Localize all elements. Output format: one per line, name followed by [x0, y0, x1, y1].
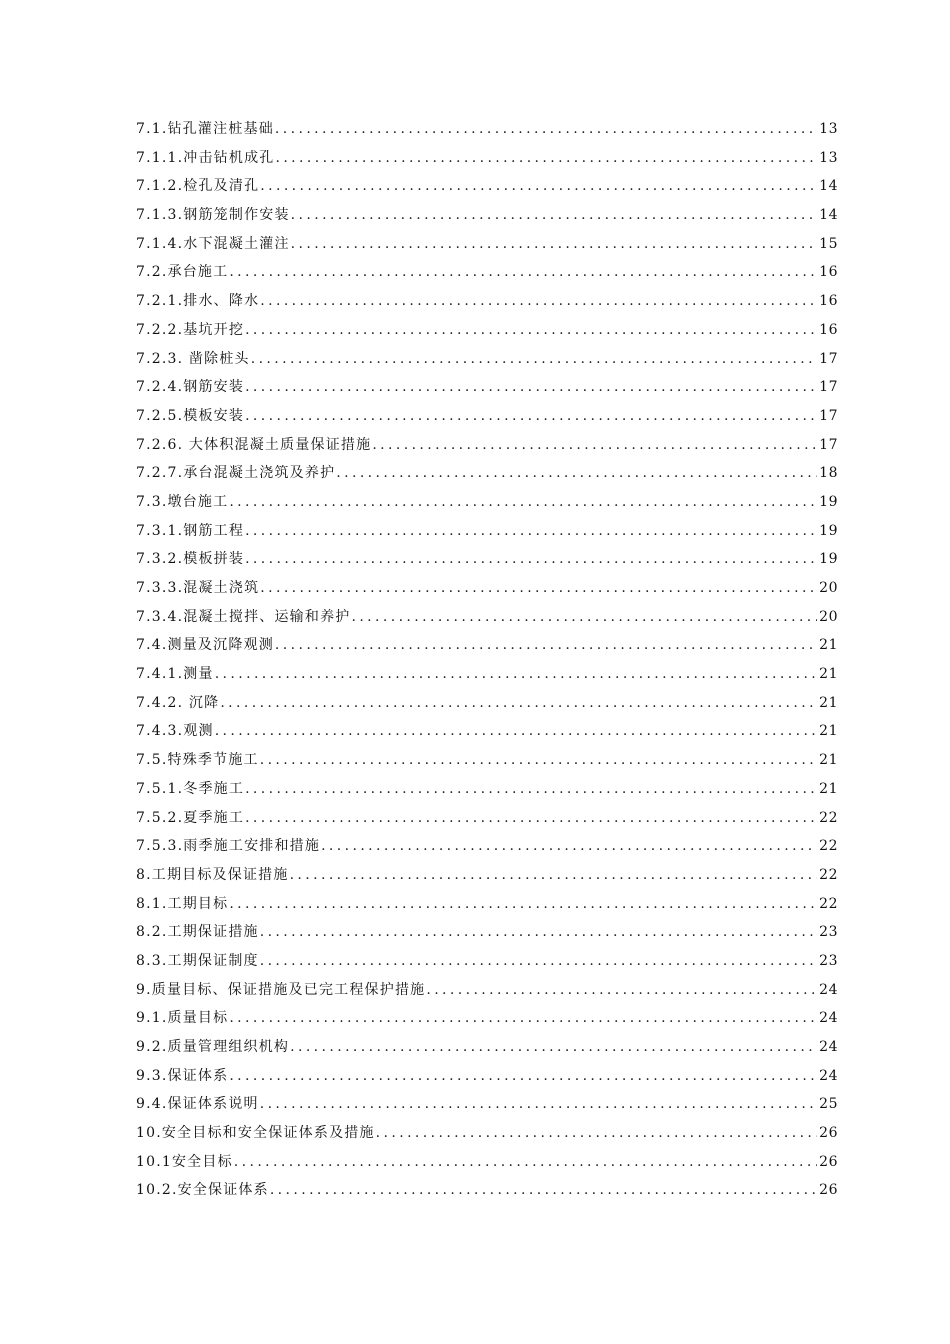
toc-entry[interactable] — [136, 979, 838, 1008]
toc-entry[interactable] — [136, 319, 838, 348]
toc-entry-title: 7.2.6. 大体积混凝土质量保证措施 — [136, 436, 372, 453]
toc-entry-page: 22 — [819, 838, 838, 855]
toc-entry-title: 7.2.1.排水、降水 — [136, 293, 260, 310]
toc-entry[interactable] — [136, 147, 838, 176]
toc-entry-page: 16 — [819, 321, 838, 338]
toc-entry-page: 17 — [819, 350, 838, 367]
toc-leader-dots — [260, 1096, 817, 1112]
toc-leader-dots — [260, 924, 817, 940]
toc-entry[interactable] — [136, 1065, 838, 1094]
toc-entry[interactable] — [136, 204, 838, 233]
toc-entry[interactable] — [136, 807, 838, 836]
toc-entry-title: 7.4.2. 沉降 — [136, 694, 220, 711]
toc-leader-dots — [290, 1039, 817, 1055]
toc-entry[interactable] — [136, 520, 838, 549]
toc-entry[interactable] — [136, 405, 838, 434]
toc-entry[interactable] — [136, 118, 838, 147]
toc-leader-dots — [372, 437, 817, 453]
toc-entry[interactable] — [136, 893, 838, 922]
toc-leader-dots — [260, 178, 817, 194]
toc-entry-title: 7.3.1.钢筋工程 — [136, 522, 245, 539]
toc-entry-page: 21 — [819, 723, 838, 740]
toc-leader-dots — [260, 953, 817, 969]
toc-entry[interactable] — [136, 1151, 838, 1180]
toc-leader-dots — [229, 494, 817, 510]
toc-entry-page: 19 — [819, 522, 838, 539]
toc-leader-dots — [260, 293, 817, 309]
toc-entry[interactable] — [136, 348, 838, 377]
toc-leader-dots — [376, 1125, 818, 1141]
toc-entry-page: 14 — [819, 207, 838, 224]
toc-leader-dots — [229, 896, 817, 912]
toc-entry-page: 20 — [819, 580, 838, 596]
toc-entry[interactable] — [136, 606, 838, 635]
toc-entry[interactable] — [136, 1179, 838, 1208]
toc-entry-page: 23 — [819, 952, 838, 969]
toc-entry[interactable] — [136, 749, 838, 778]
toc-entry[interactable] — [136, 548, 838, 577]
toc-entry-page: 26 — [819, 1153, 838, 1170]
toc-entry[interactable] — [136, 1036, 838, 1065]
toc-entry[interactable] — [136, 864, 838, 893]
toc-entry-title: 7.3.4.混凝土搅拌、运输和养护 — [136, 608, 351, 625]
toc-entry[interactable] — [136, 491, 838, 520]
toc-entry-page: 24 — [819, 1039, 838, 1055]
toc-entry[interactable] — [136, 577, 838, 606]
toc-entry-page: 18 — [819, 465, 838, 482]
toc-entry-page: 16 — [819, 264, 838, 281]
toc-entry-title: 7.4.3.观测 — [136, 723, 214, 740]
toc-entry-page: 21 — [819, 637, 838, 654]
toc-leader-dots — [260, 580, 817, 596]
toc-entry-title: 7.2.承台施工 — [136, 264, 229, 281]
toc-entry-title: 7.3.3.混凝土浇筑 — [136, 580, 260, 596]
toc-entry[interactable] — [136, 634, 838, 663]
toc-leader-dots — [275, 637, 817, 653]
toc-entry-title: 7.5.3.雨季施工安排和措施 — [136, 838, 321, 855]
toc-entry-title: 9.4.保证体系说明 — [136, 1096, 259, 1113]
toc-leader-dots — [275, 121, 817, 137]
toc-entry[interactable] — [136, 233, 838, 262]
toc-entry-title: 7.3.墩台施工 — [136, 493, 229, 510]
toc-leader-dots — [245, 322, 817, 338]
toc-leader-dots — [336, 465, 817, 481]
toc-entry-page: 22 — [819, 895, 838, 912]
toc-entry[interactable] — [136, 692, 838, 721]
toc-leader-dots — [215, 723, 817, 739]
toc-entry-title: 7.4.测量及沉降观测 — [136, 637, 274, 654]
toc-leader-dots — [234, 1154, 817, 1170]
toc-entry[interactable] — [136, 175, 838, 204]
toc-leader-dots — [245, 810, 817, 826]
toc-entry[interactable] — [136, 1093, 838, 1122]
toc-entry-title: 10.安全目标和安全保证体系及措施 — [136, 1125, 375, 1142]
toc-entry-page: 25 — [819, 1096, 838, 1113]
toc-leader-dots — [321, 838, 817, 854]
toc-entry-page: 21 — [819, 694, 838, 711]
toc-entry-page: 19 — [819, 551, 838, 568]
toc-entry-title: 7.2.4.钢筋安装 — [136, 379, 245, 396]
toc-leader-dots — [275, 150, 817, 166]
toc-leader-dots — [245, 523, 817, 539]
toc-entry-page: 23 — [819, 924, 838, 941]
toc-entry[interactable] — [136, 261, 838, 290]
toc-entry-page: 15 — [819, 235, 838, 252]
toc-leader-dots — [251, 351, 817, 367]
toc-entry-page: 14 — [819, 178, 838, 195]
toc-leader-dots — [426, 982, 817, 998]
toc-entry[interactable] — [136, 835, 838, 864]
toc-entry-title: 7.5.2.夏季施工 — [136, 809, 245, 826]
toc-leader-dots — [351, 609, 817, 625]
toc-entry-page: 13 — [819, 149, 838, 166]
toc-entry-page: 22 — [819, 809, 838, 826]
toc-leader-dots — [260, 752, 817, 768]
toc-leader-dots — [245, 551, 817, 567]
toc-entry-title: 7.3.2.模板拼装 — [136, 551, 245, 568]
toc-entry-page: 17 — [819, 407, 838, 424]
toc-entry[interactable] — [136, 290, 838, 319]
toc-entry-page: 19 — [819, 493, 838, 510]
toc-entry-title: 7.1.4.水下混凝土灌注 — [136, 235, 290, 252]
toc-entry[interactable] — [136, 921, 838, 950]
toc-leader-dots — [245, 781, 817, 797]
toc-leader-dots — [215, 666, 817, 682]
toc-leader-dots — [220, 695, 817, 711]
toc-entry[interactable] — [136, 1122, 838, 1151]
toc-entry-title: 9.2.质量管理组织机构 — [136, 1039, 290, 1055]
toc-leader-dots — [290, 867, 818, 883]
toc-entry-title: 10.2.安全保证体系 — [136, 1182, 269, 1199]
toc-entry[interactable] — [136, 434, 838, 463]
toc-entry-title: 8.2.工期保证措施 — [136, 924, 259, 941]
toc-entry-title: 9.质量目标、保证措施及已完工程保护措施 — [136, 981, 426, 998]
toc-entry-page: 16 — [819, 293, 838, 310]
toc-entry-page: 17 — [819, 379, 838, 396]
toc-entry[interactable] — [136, 778, 838, 807]
toc-entry-page: 20 — [819, 608, 838, 625]
toc-entry-title: 7.1.1.冲击钻机成孔 — [136, 149, 275, 166]
toc-entry-title: 7.1.钻孔灌注桩基础 — [136, 121, 274, 137]
toc-entry[interactable] — [136, 663, 838, 692]
toc-entry-page: 26 — [819, 1125, 838, 1142]
toc-entry[interactable] — [136, 1007, 838, 1036]
toc-entry[interactable] — [136, 462, 838, 491]
toc-entry-page: 13 — [819, 121, 838, 137]
toc-leader-dots — [229, 1010, 817, 1026]
toc-entry-page: 21 — [819, 752, 838, 769]
toc-entry-title: 7.5.1.冬季施工 — [136, 780, 245, 797]
toc-leader-dots — [245, 408, 817, 424]
toc-entry-title: 9.3.保证体系 — [136, 1067, 229, 1084]
toc-entry-title: 7.2.7.承台混凝土浇筑及养护 — [136, 465, 336, 482]
toc-entry-page: 26 — [819, 1182, 838, 1199]
toc-leader-dots — [270, 1182, 817, 1198]
toc-entry-title: 8.1.工期目标 — [136, 895, 229, 912]
toc-entry-title: 7.2.2.基坑开挖 — [136, 321, 245, 338]
table-of-contents — [136, 118, 838, 1208]
toc-entry-page: 24 — [819, 981, 838, 998]
toc-entry-title: 7.1.2.检孔及清孔 — [136, 178, 260, 195]
toc-entry[interactable] — [136, 950, 838, 979]
toc-entry-title: 7.4.1.测量 — [136, 666, 214, 683]
toc-entry-page: 17 — [819, 436, 838, 453]
toc-entry-page: 22 — [819, 866, 838, 883]
toc-entry[interactable] — [136, 720, 838, 749]
toc-leader-dots — [229, 1068, 817, 1084]
toc-leader-dots — [291, 207, 818, 223]
toc-entry-page: 24 — [819, 1067, 838, 1084]
toc-leader-dots — [245, 379, 817, 395]
toc-entry[interactable] — [136, 376, 838, 405]
toc-leader-dots — [229, 264, 817, 280]
toc-entry-title: 7.1.3.钢筋笼制作安装 — [136, 207, 290, 224]
toc-entry-title: 7.2.5.模板安装 — [136, 407, 245, 424]
toc-entry-title: 7.5.特殊季节施工 — [136, 752, 259, 769]
toc-leader-dots — [291, 236, 818, 252]
toc-entry-title: 8.工期目标及保证措施 — [136, 866, 289, 883]
toc-entry-title: 10.1安全目标 — [136, 1153, 233, 1170]
toc-entry-title: 7.2.3. 凿除桩头 — [136, 350, 250, 367]
toc-entry-page: 21 — [819, 666, 838, 683]
toc-entry-title: 8.3.工期保证制度 — [136, 952, 259, 969]
toc-entry-page: 24 — [819, 1010, 838, 1027]
toc-entry-title: 9.1.质量目标 — [136, 1010, 229, 1027]
toc-entry-page: 21 — [819, 780, 838, 797]
